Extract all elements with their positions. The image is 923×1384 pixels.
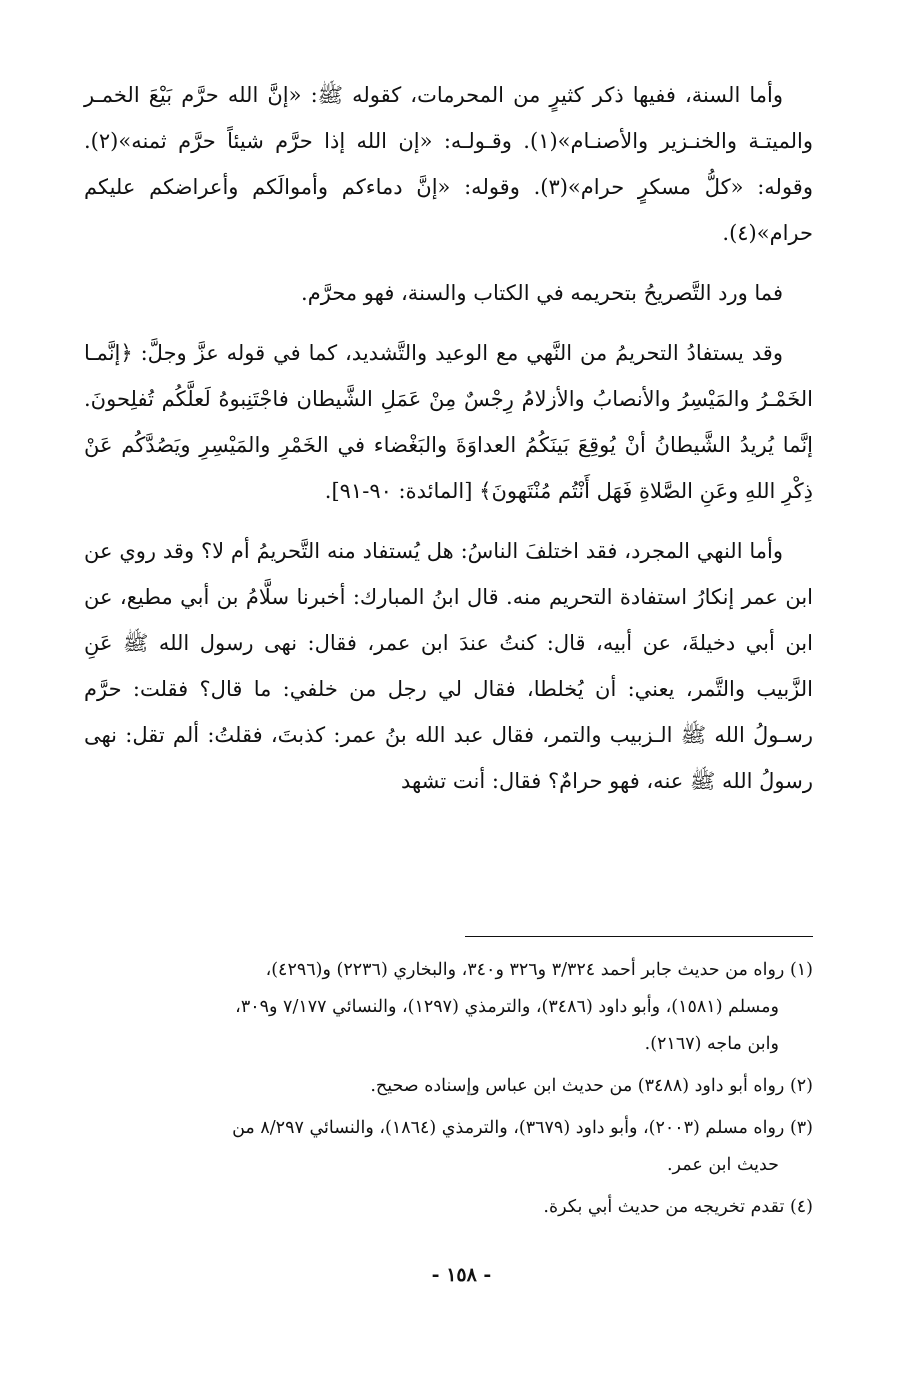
paragraph-quran-verse xyxy=(84,330,813,514)
footnote-number: (٢) xyxy=(789,1076,813,1096)
footnote-text: تقدم تخريجه من حديث أبي بكرة. xyxy=(543,1197,785,1217)
footnote-text: رواه من حديث جابر أحمد ٣/٣٢٤ و٣٢٦ و٣٤٠، والبخاري (٢٢٣٦) و(٤٢٩٦)، xyxy=(265,960,785,980)
paragraph-text: وقد يستفادُ التحريمُ من النَّهي مع الوعيد والتَّشديد، كما في قوله عزَّ وجلَّ: ﴿إنَّمـا الخَمْـرُ والمَيْسِرُ والأنصابُ والأزلامُ رِجْسٌ مِنْ عَمَلِ الشَّيطان فاجْتَنِبوهُ لَعلَّكُم تُفلِحونَ. إنَّما يُريدُ الشَّيطانُ أنْ يُوقِعَ بَينَكُمُ العداوَةَ والبَغْضاء في الخَمْرِ والمَيْسِرِ ويَصُدَّكُم عَنْ ذِكْرِ اللهِ وعَنِ الصَّلاةِ فَهَل أَنْتُم مُنْتَهونَ﴾ [المائدة: ٩٠-٩١]. xyxy=(84,341,813,503)
paragraph-text: وأما السنة، ففيها ذكر كثيرٍ من المحرمات، كقوله ﷺ: «إنَّ الله حرَّم بَيْعَ الخمـر والميتـة والخنـزير والأصنـام»(١). وقـولـه: «إن الله إذا حرَّم شيئاً حرَّم ثمنه»(٢). وقوله: «كلُّ مسكرٍ حرام»(٣). وقوله: «إنَّ دماءكم وأموالَكم وأعراضكم عليكم حرام»(٤). xyxy=(84,83,813,245)
footnote-text: رواه أبو داود (٣٤٨٨) من حديث ابن عباس وإسناده صحيح. xyxy=(370,1076,785,1096)
page-number: - ١٥٨ - xyxy=(431,1264,492,1286)
footnote-number: (٣) xyxy=(789,1118,813,1138)
footnote-number: (٤) xyxy=(789,1197,813,1217)
footnote-2 xyxy=(84,1068,813,1105)
paragraph-explicit-prohibition xyxy=(84,270,813,316)
footnote-number: (١) xyxy=(789,960,813,980)
footnote-continuation: وابن ماجه (٢١٦٧). xyxy=(644,1034,779,1054)
footnote-continuation: حديث ابن عمر. xyxy=(666,1155,779,1175)
footnote-continuation: ومسلم (١٥٨١)، وأبو داود (٣٤٨٦)، والترمذي (١٢٩٧)، والنسائي ٧/١٧٧ و٣٠٩، xyxy=(235,997,779,1017)
footnote-1 xyxy=(84,952,813,1063)
paragraph-text: وأما النهي المجرد، فقد اختلفَ الناسُ: هل يُستفاد منه التَّحريمُ أم لا؟ وقد روي عن ابن عمر إنكارُ استفادة التحريم منه. قال ابنُ المبارك: أخبرنا سلَّامُ بن أبي مطيع، عن ابن أبي دخيلةَ، عن أبيه، قال: كنتُ عندَ ابن عمر، فقال: نهى رسول الله ﷺ عَنِ الزَّبيب والتَّمر، يعني: أن يُخلطا، فقال لي رجل من خلفي: ما قال؟ فقلت: حرَّم رسـولُ الله ﷺ الـزبيب والتمر، فقال عبد الله بنُ عمر: كذبتَ، فقلتُ: ألم تقل: نهى رسولُ الله ﷺ عنه، فهو حرامٌ؟ فقال: أنت تشهد xyxy=(84,539,813,793)
footnote-4 xyxy=(84,1189,813,1226)
footnotes xyxy=(84,952,813,1231)
footnote-text: رواه مسلم (٢٠٠٣)، وأبو داود (٣٦٧٩)، والترمذي (١٨٦٤)، والنسائي ٨/٢٩٧ من xyxy=(232,1118,785,1138)
footnote-3 xyxy=(84,1110,813,1184)
paragraph-sunnah xyxy=(84,72,813,256)
paragraph-plain-prohibition xyxy=(84,528,813,804)
footnote-separator xyxy=(465,936,813,937)
paragraph-text: فما ورد التَّصريحُ بتحريمه في الكتاب والسنة، فهو محرَّم. xyxy=(301,281,783,305)
